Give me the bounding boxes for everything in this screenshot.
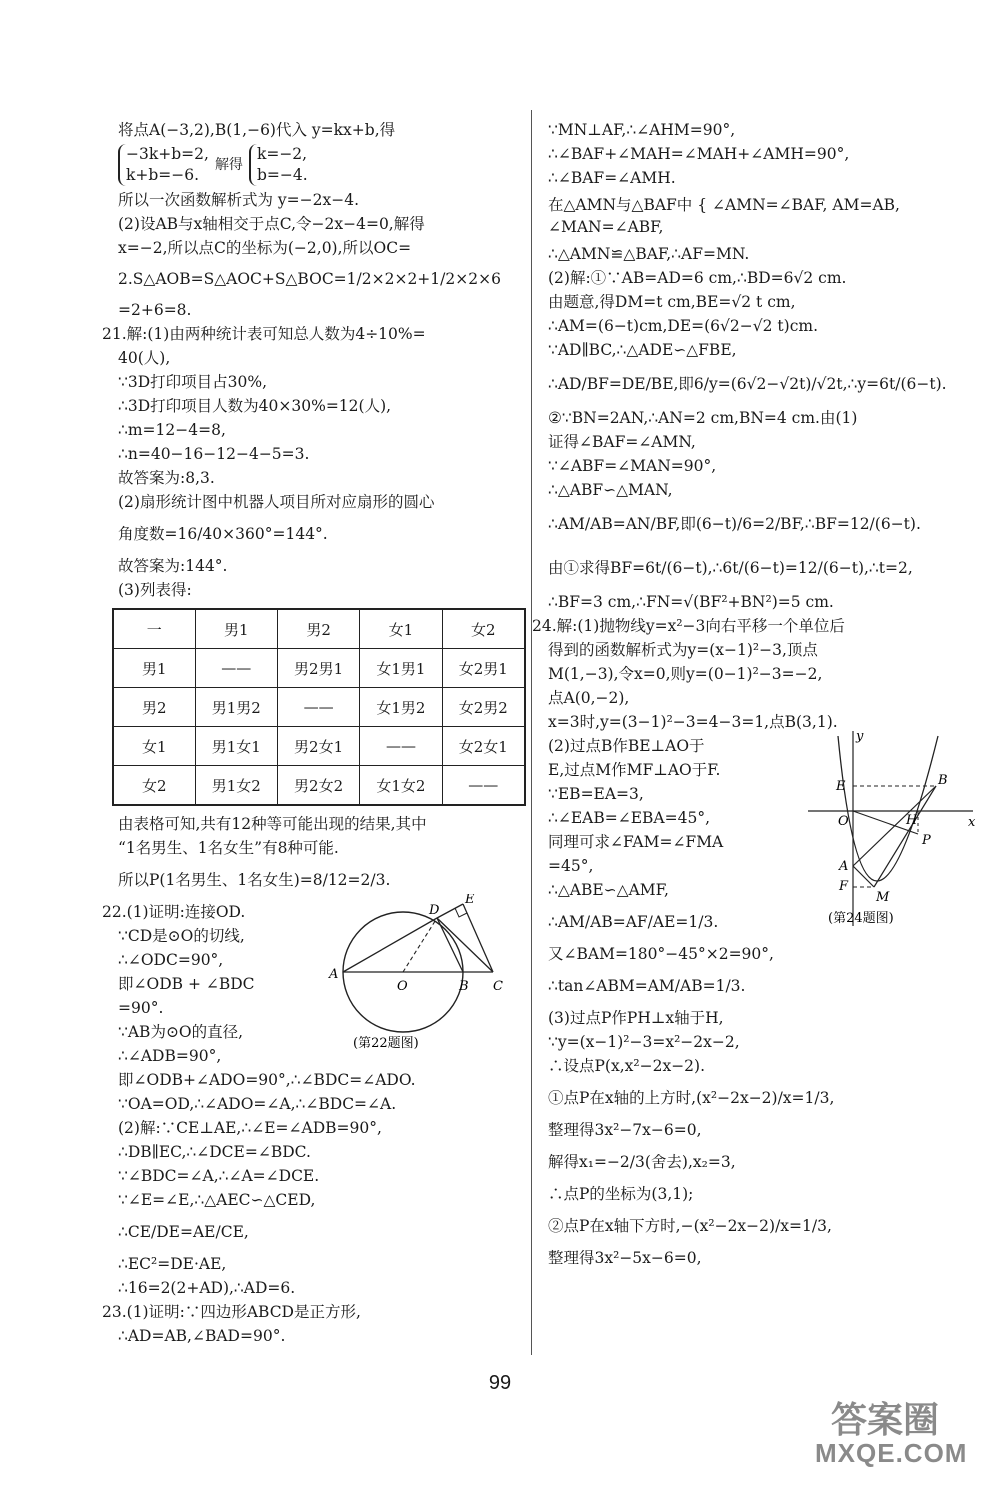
- text-line: ∵OA=OD,∴∠ADO=∠A,∴∠BDC=∠A.: [118, 1095, 397, 1113]
- text-line: 将点A(−3,2),B(1,−6)代入 y=kx+b,得: [118, 121, 396, 139]
- label: A: [839, 859, 849, 874]
- text-line: (2)设AB与x轴相交于点C,令−2x−4=0,解得: [118, 215, 425, 233]
- line-od: [403, 918, 437, 972]
- text-line: 24.解:(1)抛物线y=x²−3向右平移一个单位后: [532, 617, 845, 635]
- label: M: [876, 890, 890, 905]
- text-line: ∴∠BAF=∠AMH.: [548, 169, 676, 187]
- label: E: [465, 894, 475, 907]
- table-cell: 男1女2: [195, 766, 277, 806]
- text-line: ∴∠ADB=90°,: [118, 1047, 222, 1065]
- text-line: ∴DB∥EC,∴∠DCE=∠BDC.: [118, 1143, 311, 1161]
- text-line: (2)解:①∵AB=AD=6 cm,∴BD=6√2 cm.: [548, 269, 847, 287]
- question-22-block: [102, 894, 526, 1068]
- table-cell: 男2: [277, 609, 359, 649]
- text-line: ①点P在x轴的上方时,(x²−2x−2)/x=1/3,: [548, 1089, 835, 1107]
- text-line: (2)过点B作BE⊥AO于: [548, 737, 705, 755]
- figure-22: [323, 894, 508, 1054]
- table-cell: 女2: [442, 609, 525, 649]
- text-line: 证得∠BAF=∠AMN,: [548, 433, 696, 451]
- text-line: ∵AD∥BC,∴△ADE∽△FBE,: [548, 341, 737, 359]
- text-line: ∴tan∠ABM=AM/AB=1/3.: [548, 977, 746, 995]
- table-row: [113, 688, 525, 727]
- table-cell: 男1男2: [195, 688, 277, 727]
- label: x: [968, 815, 976, 830]
- text-line: x=3时,y=(3−1)²−3=4−3=1,点B(3,1).: [548, 713, 838, 731]
- system-equations: −3k+b=2, k+b=−6. 解得 k=−2, b=−4.: [118, 142, 526, 188]
- text-line: 所以一次函数解析式为 y=−2x−4.: [118, 191, 360, 209]
- table-cell: 女2: [113, 766, 195, 806]
- line-de: [437, 904, 463, 918]
- text-line: ∵CD是⊙O的切线,: [118, 927, 245, 945]
- page-number: 99: [488, 1372, 512, 1394]
- right-column: [532, 118, 976, 1270]
- line-ec: [463, 904, 493, 972]
- text-line: 角度数=16/40×360°=144°.: [118, 525, 328, 543]
- text-line: 即∠ODB + ∠BDC: [118, 975, 255, 993]
- table-cell: 女2男2: [442, 688, 525, 727]
- text-line: (3)列表得:: [118, 581, 192, 599]
- table-cell: 男2女2: [277, 766, 359, 806]
- watermark-title: 答案圈: [831, 1399, 940, 1441]
- text-line: ∴16=2(2+AD),∴AD=6.: [118, 1279, 296, 1297]
- table-cell: ——: [442, 766, 525, 806]
- text-line: =90°.: [118, 999, 164, 1017]
- table-cell: 女1: [113, 727, 195, 766]
- text-line: E,过点M作MF⊥AO于F.: [548, 761, 721, 779]
- text-line: 23.(1)证明:∵四边形ABCD是正方形,: [102, 1303, 361, 1321]
- table-cell: ——: [360, 727, 442, 766]
- text-line: =45°,: [548, 857, 594, 875]
- table-cell: 女1: [360, 609, 442, 649]
- text-line: 由①求得BF=6t/(6−t),∴6t/(6−t)=12/(6−t),∴t=2,: [548, 559, 913, 577]
- text-line: ∴AM/AB=AF/AE=1/3.: [548, 913, 719, 931]
- text-line: 所以P(1名男生、1名女生)=8/12=2/3.: [118, 871, 391, 889]
- column-divider: [531, 110, 532, 1355]
- table-cell: ——: [195, 649, 277, 688]
- label: O: [838, 814, 849, 829]
- text-line: ∵MN⊥AF,∴∠AHM=90°,: [548, 121, 736, 139]
- text-line: 22.(1)证明:连接OD.: [102, 903, 246, 921]
- text-line: 得到的函数解析式为y=(x−1)²−3,顶点: [548, 641, 818, 659]
- text-line: 解得x₁=−2/3(舍去),x₂=3,: [548, 1153, 736, 1171]
- text-line: ∴3D打印项目人数为40×30%=12(人),: [118, 397, 392, 415]
- text-line: ∴点P的坐标为(3,1);: [548, 1185, 694, 1203]
- table-cell: 女1男2: [360, 688, 442, 727]
- text-line: (2)解:∵CE⊥AE,∴∠E=∠ADB=90°,: [118, 1119, 382, 1137]
- text-line: 在△AMN与△BAF中 { ∠AMN=∠BAF, AM=AB, ∠MAN=∠ABF,: [548, 196, 900, 236]
- text-line: ∵∠E=∠E,∴△AEC∽△CED,: [118, 1191, 316, 1209]
- label: y: [856, 729, 864, 744]
- figure-caption: (第22题图): [353, 1036, 419, 1051]
- text-line: ∴∠BAF+∠MAH=∠MAH+∠AMH=90°,: [548, 145, 850, 163]
- text-line: ∵EB=EA=3,: [548, 785, 644, 803]
- text-line: 同理可求∠FAM=∠FMA: [548, 833, 724, 851]
- text-line: ∴AM/AB=AN/BF,即(6−t)/6=2/BF,∴BF=12/(6−t).: [548, 515, 921, 533]
- text-line: 40(人),: [118, 349, 171, 367]
- text-line: ∴AD=AB,∠BAD=90°.: [118, 1327, 286, 1345]
- label: B: [459, 979, 469, 994]
- table-row: [113, 649, 525, 688]
- text-line: ∴AM=(6−t)cm,DE=(6√2−√2 t)cm.: [548, 317, 819, 335]
- text-line: ∴设点P(x,x²−2x−2).: [548, 1057, 706, 1075]
- text-line: 由题意,得DM=t cm,BE=√2 t cm,: [548, 293, 796, 311]
- brace-group: k=−2, b=−4.: [249, 144, 308, 186]
- text-line: ∴∠ODC=90°,: [118, 951, 224, 969]
- table-cell: 男2: [113, 688, 195, 727]
- table-cell: ——: [277, 688, 359, 727]
- text-line: x=−2,所以点C的坐标为(−2,0),所以OC=: [118, 239, 412, 257]
- text-line: ②点P在x轴下方时,−(x²−2x−2)/x=1/3,: [548, 1217, 832, 1235]
- text-line: ∵∠ABF=∠MAN=90°,: [548, 457, 717, 475]
- text-line: ∴n=40−16−12−4−5=3.: [118, 445, 310, 463]
- text-line: 整理得3x²−5x−6=0,: [548, 1249, 702, 1267]
- results-table: [112, 608, 526, 806]
- table-cell: 男1女1: [195, 727, 277, 766]
- text-line: ∴AD/BF=DE/BE,即6/y=(6√2−√2t)/√2t,∴y=6t/(6−t).: [548, 375, 947, 393]
- label: A: [329, 967, 339, 982]
- table-cell: 男2男1: [277, 649, 359, 688]
- table-cell: 女2男1: [442, 649, 525, 688]
- table-cell: 女1男1: [360, 649, 442, 688]
- line-ad: [343, 918, 437, 972]
- figure-24: [808, 726, 978, 926]
- text-line: 故答案为:144°.: [118, 557, 228, 575]
- table-cell: 男1: [113, 649, 195, 688]
- text-line: ∴m=12−4=8,: [118, 421, 226, 439]
- text-line: =2+6=8.: [118, 301, 192, 319]
- label: P: [922, 833, 931, 848]
- table-cell: 女2女1: [442, 727, 525, 766]
- line-dc: [437, 918, 493, 972]
- text-line: 整理得3x²−7x−6=0,: [548, 1121, 702, 1139]
- text-line: 点A(0,−2),: [548, 689, 630, 707]
- text-line: 故答案为:8,3.: [118, 469, 215, 487]
- table-cell: 一: [113, 609, 195, 649]
- text-line: ∴△ABE∽△AMF,: [548, 881, 669, 899]
- watermark-url: MXQE.COM: [815, 1438, 968, 1468]
- table-row: [113, 766, 525, 806]
- text-line: ∵∠BDC=∠A,∴∠A=∠DCE.: [118, 1167, 320, 1185]
- watermark-logo: [805, 1386, 980, 1476]
- left-column: [102, 118, 526, 1348]
- line-db: [437, 918, 463, 972]
- text-line: ∴CE/DE=AE/CE,: [118, 1223, 249, 1241]
- text-line: ∴BF=3 cm,∴FN=√(BF²+BN²)=5 cm.: [548, 593, 834, 611]
- text-line: (3)过点P作PH⊥x轴于H,: [548, 1009, 724, 1027]
- text-line: ∴△AMN≌△BAF,∴AF=MN.: [548, 245, 750, 263]
- text-line: M(1,−3),令x=0,则y=(0−1)²−3=−2,: [548, 665, 823, 683]
- label: F: [839, 879, 849, 894]
- label: B: [938, 773, 948, 788]
- text-line: ∵3D打印项目占30%,: [118, 373, 268, 391]
- text-line: 由表格可知,共有12种等可能出现的结果,其中: [118, 815, 427, 833]
- label: O: [397, 979, 408, 994]
- text-line: ∵y=(x−1)²−3=x²−2x−2,: [548, 1033, 740, 1051]
- text-line: ∵AB为⊙O的直径,: [118, 1023, 244, 1041]
- table-row: [113, 727, 525, 766]
- label: H: [906, 813, 918, 828]
- text-line: (2)扇形统计图中机器人项目所对应扇形的圆心: [118, 493, 435, 511]
- text-line: 21.解:(1)由两种统计表可知总人数为4÷10%=: [102, 325, 426, 343]
- figure-caption: (第24题图): [828, 911, 894, 926]
- label: D: [429, 903, 440, 918]
- text-line: ∴EC²=DE·AE,: [118, 1255, 227, 1273]
- brace-group: −3k+b=2, k+b=−6.: [118, 144, 209, 186]
- text-line: ②∵BN=2AN,∴AN=2 cm,BN=4 cm.由(1): [548, 409, 858, 427]
- text-line: ∴△ABF∽△MAN,: [548, 481, 673, 499]
- label: E: [836, 779, 846, 794]
- text-line: 2.S△AOB=S△AOC+S△BOC=1/2×2×2+1/2×2×6: [118, 270, 501, 288]
- table-row: [113, 609, 525, 649]
- table-cell: 女1女2: [360, 766, 442, 806]
- text-line: “1名男生、1名女生”有8种可能.: [118, 839, 339, 857]
- question-24-block: [548, 729, 976, 942]
- table-cell: 男1: [195, 609, 277, 649]
- text-line: 即∠ODB+∠ADO=90°,∴∠BDC=∠ADO.: [118, 1071, 416, 1089]
- label: C: [493, 979, 503, 994]
- text-line: ∴∠EAB=∠EBA=45°,: [548, 809, 711, 827]
- text-line: 又∠BAM=180°−45°×2=90°,: [548, 945, 774, 963]
- table-cell: 男2女1: [277, 727, 359, 766]
